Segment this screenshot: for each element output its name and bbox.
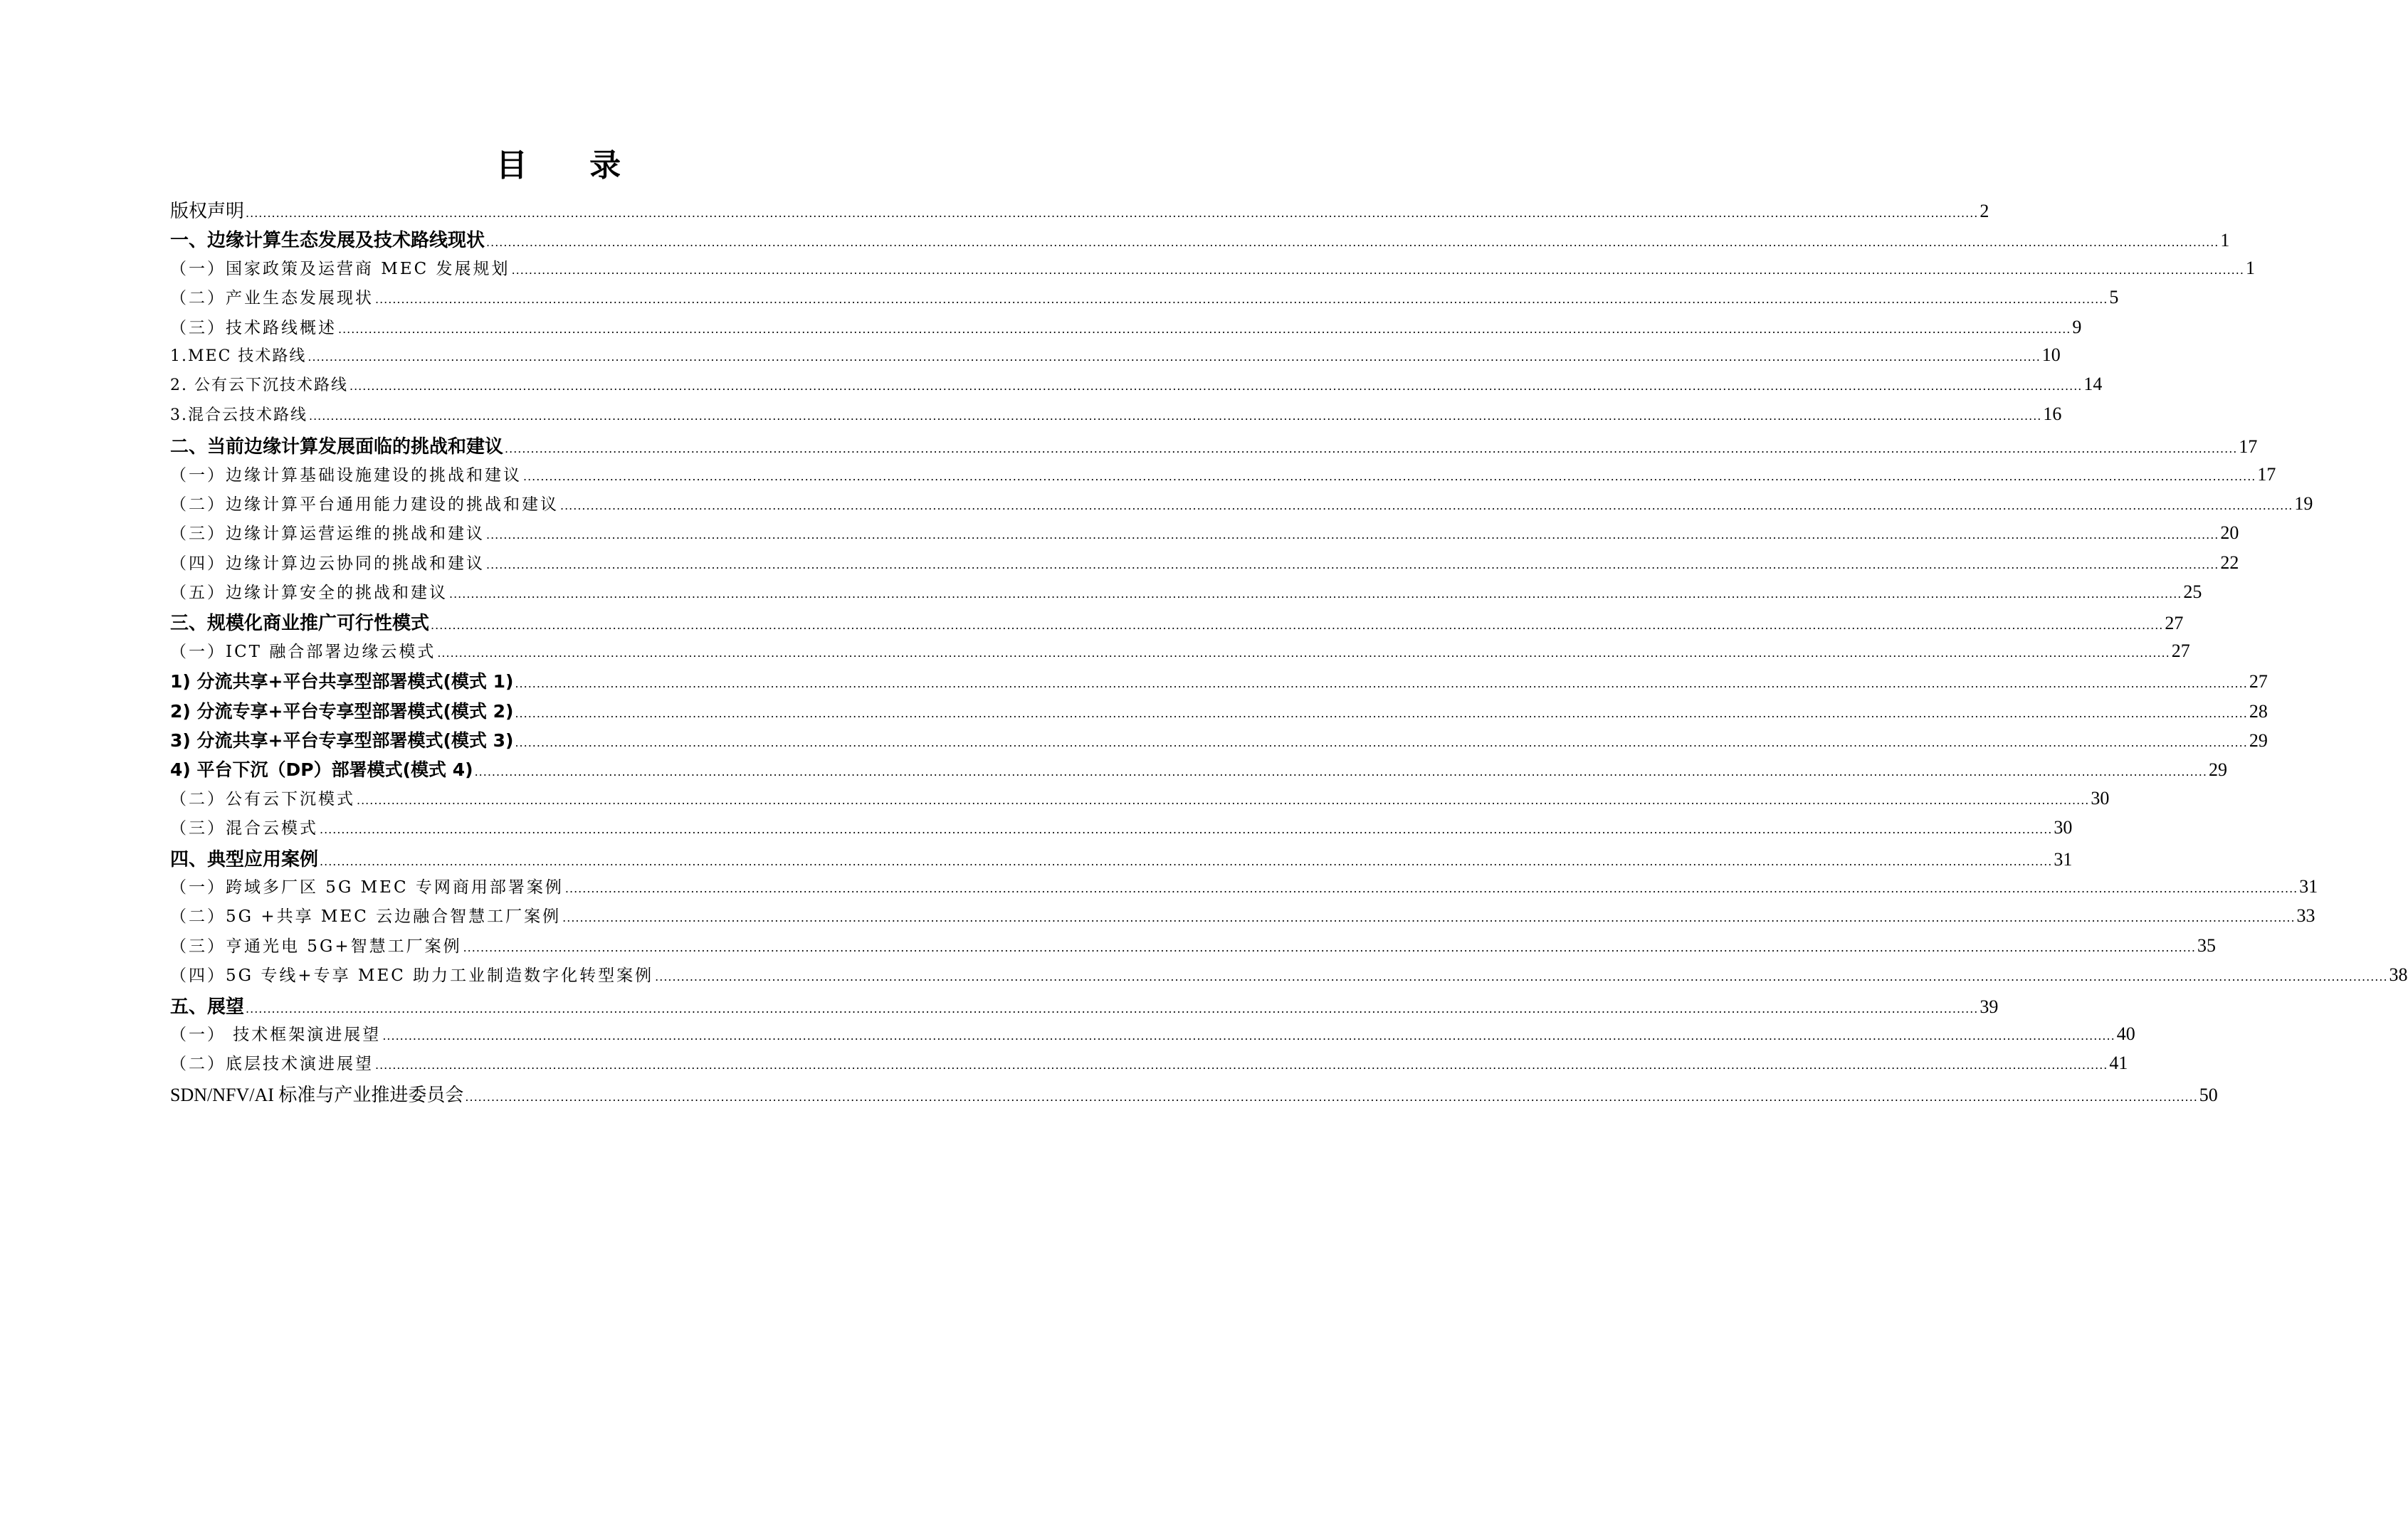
toc-entry-title: 1.MEC 技术路线 [170, 347, 307, 365]
toc-entry-page-number: 27 [2249, 671, 2268, 692]
toc-leader-dots: ................................................................................................................................................................................................................................................................................................................................................................................................................ [431, 618, 2164, 633]
toc-entry-title: （一）国家政策及运营商 MEC 发展规划 [170, 259, 510, 278]
toc-entry-title: （三）亨通光电 5G+智慧工厂案例 [170, 937, 462, 956]
toc-entry-page-number: 1 [2245, 257, 2255, 278]
toc-entry[interactable] [170, 1021, 2135, 1050]
toc-leader-dots: ................................................................................................................................................................................................................................................................................................................................................................................................................ [437, 646, 2170, 660]
toc-leader-dots: ................................................................................................................................................................................................................................................................................................................................................................................................................ [560, 498, 2293, 512]
toc-entry-title: 四、典型应用案例 [170, 848, 319, 870]
toc-entry-page-number: 41 [2109, 1053, 2128, 1074]
toc-leader-dots: ................................................................................................................................................................................................................................................................................................................................................................................................................ [523, 469, 2256, 483]
toc-entry-title: （四）5G 专线+专享 MEC 助力工业制造数字化转型案例 [170, 966, 654, 986]
toc-entry-page-number: 10 [2041, 344, 2061, 365]
toc-entry[interactable] [170, 344, 2061, 373]
toc-entry-title: 2) 分流专享+平台专享型部署模式(模式 2) [170, 700, 514, 722]
toc-leader-dots: ................................................................................................................................................................................................................................................................................................................................................................................................................ [515, 677, 2248, 691]
toc-leader-dots: ................................................................................................................................................................................................................................................................................................................................................................................................................ [349, 379, 2083, 394]
toc-leader-dots: ................................................................................................................................................................................................................................................................................................................................................................................................................ [320, 854, 2053, 868]
toc-entry-title: 4) 平台下沉（DP）部署模式(模式 4) [170, 759, 473, 781]
toc-entry[interactable] [170, 1050, 2128, 1080]
page-title: 目 录 [495, 147, 647, 184]
toc-entry-page-number: 31 [2299, 875, 2318, 897]
toc-entry-title: （一）ICT 融合部署边缘云模式 [170, 642, 436, 661]
toc-entry[interactable] [170, 668, 2268, 697]
toc-entry[interactable] [170, 432, 2258, 461]
toc-entry-title: 一、边缘计算生态发展及技术路线现状 [170, 230, 485, 252]
toc-leader-dots: ................................................................................................................................................................................................................................................................................................................................................................................................................ [486, 236, 2219, 250]
toc-leader-dots: ................................................................................................................................................................................................................................................................................................................................................................................................................ [375, 293, 2108, 307]
toc-entry-title: （五）边缘计算安全的挑战和建议 [170, 584, 448, 603]
toc-leader-dots: ................................................................................................................................................................................................................................................................................................................................................................................................................ [375, 1058, 2108, 1073]
toc-entry[interactable] [170, 697, 2268, 727]
toc-entry-page-number: 14 [2083, 374, 2103, 395]
toc-entry[interactable] [170, 786, 2110, 815]
toc-entry-page-number: 22 [2220, 552, 2239, 573]
toc-entry[interactable] [170, 815, 2073, 844]
toc-leader-dots: ................................................................................................................................................................................................................................................................................................................................................................................................................ [307, 349, 2041, 364]
toc-entry-page-number: 5 [2109, 287, 2119, 308]
toc-entry-title: （三）技术路线概述 [170, 318, 337, 337]
toc-entry-page-number: 33 [2296, 905, 2315, 927]
toc-entry-page-number: 30 [2054, 817, 2073, 838]
toc-leader-dots: ................................................................................................................................................................................................................................................................................................................................................................................................................ [246, 1001, 1979, 1016]
toc-entry-title: 1) 分流共享+平台共享型部署模式(模式 1) [170, 671, 514, 692]
toc-entry-page-number: 30 [2091, 787, 2110, 808]
toc-entry-title: （二）公有云下沉模式 [170, 789, 355, 808]
toc-entry-title: （三）边缘计算运营运维的挑战和建议 [170, 525, 485, 544]
toc-entry-title: （一）跨域多厂区 5G MEC 专网商用部署案例 [170, 878, 564, 897]
toc-list [170, 196, 2408, 1110]
toc-entry[interactable] [170, 727, 2268, 756]
toc-leader-dots: ................................................................................................................................................................................................................................................................................................................................................................................................................ [564, 881, 2298, 895]
toc-leader-dots: ................................................................................................................................................................................................................................................................................................................................................................................................................ [449, 587, 2182, 601]
toc-entry[interactable] [170, 315, 2082, 344]
toc-entry-page-number: 2 [1979, 201, 1989, 221]
toc-entry-title: 3.混合云技术路线 [170, 406, 307, 424]
toc-entry-title: （二）产业生态发展现状 [170, 289, 374, 308]
toc-entry[interactable] [170, 903, 2315, 932]
toc-leader-dots: ................................................................................................................................................................................................................................................................................................................................................................................................................ [465, 1090, 2198, 1104]
toc-leader-dots: ................................................................................................................................................................................................................................................................................................................................................................................................................ [505, 442, 2238, 456]
toc-entry-title: （二）边缘计算平台通用能力建设的挑战和建议 [170, 495, 559, 514]
toc-entry-title: （一） 技术框架演进展望 [170, 1025, 382, 1044]
toc-entry-page-number: 39 [1979, 996, 1999, 1017]
toc-leader-dots: ................................................................................................................................................................................................................................................................................................................................................................................................................ [515, 736, 2248, 750]
toc-entry[interactable] [170, 874, 2318, 903]
toc-entry-page-number: 16 [2043, 403, 2062, 424]
toc-entry[interactable] [170, 579, 2202, 609]
toc-entry-page-number: 27 [2171, 640, 2190, 661]
toc-leader-dots: ................................................................................................................................................................................................................................................................................................................................................................................................................ [320, 823, 2053, 837]
toc-entry-page-number: 27 [2165, 613, 2184, 634]
toc-entry-page-number: 38 [2389, 964, 2408, 986]
toc-leader-dots: ................................................................................................................................................................................................................................................................................................................................................................................................................ [474, 765, 2207, 779]
toc-entry-page-number: 19 [2294, 492, 2313, 514]
toc-leader-dots: ................................................................................................................................................................................................................................................................................................................................................................................................................ [246, 206, 1979, 220]
toc-entry-page-number: 29 [2208, 759, 2227, 781]
toc-entry-title: （一）边缘计算基础设施建设的挑战和建议 [170, 465, 522, 485]
toc-entry-title: 2. 公有云下沉技术路线 [170, 376, 348, 395]
toc-leader-dots: ................................................................................................................................................................................................................................................................................................................................................................................................................ [655, 970, 2388, 984]
toc-entry[interactable] [170, 520, 2239, 549]
toc-entry-title: 3) 分流共享+平台专享型部署模式(模式 3) [170, 730, 514, 752]
toc-entry[interactable] [170, 756, 2227, 785]
toc-leader-dots: ................................................................................................................................................................................................................................................................................................................................................................................................................ [309, 409, 2042, 423]
toc-leader-dots: ................................................................................................................................................................................................................................................................................................................................................................................................................ [562, 911, 2296, 925]
toc-entry[interactable] [170, 226, 2230, 255]
toc-leader-dots: ................................................................................................................................................................................................................................................................................................................................................................................................................ [511, 263, 2244, 277]
toc-entry-title: 五、展望 [170, 996, 245, 1018]
toc-entry-page-number: 25 [2183, 581, 2202, 603]
toc-entry-page-number: 17 [2257, 463, 2276, 485]
toc-entry[interactable] [170, 196, 1989, 226]
toc-entry-title: 版权声明 [170, 201, 245, 221]
toc-entry[interactable] [170, 256, 2255, 285]
toc-leader-dots: ................................................................................................................................................................................................................................................................................................................................................................................................................ [486, 528, 2219, 542]
toc-entry-title: 三、规模化商业推广可行性模式 [170, 613, 430, 635]
toc-entry[interactable] [170, 638, 2190, 668]
toc-entry-page-number: 35 [2197, 934, 2216, 956]
toc-entry-page-number: 31 [2054, 848, 2073, 870]
toc-leader-dots: ................................................................................................................................................................................................................................................................................................................................................................................................................ [515, 706, 2248, 720]
toc-entry-title: 二、当前边缘计算发展面临的挑战和建议 [170, 436, 504, 458]
toc-entry-title: （二）5G +共享 MEC 云边融合智慧工厂案例 [170, 907, 562, 927]
toc-leader-dots: ................................................................................................................................................................................................................................................................................................................................................................................................................ [382, 1028, 2115, 1043]
toc-entry-title: （四）边缘计算边云协同的挑战和建议 [170, 554, 485, 573]
toc-entry-page-number: 1 [2220, 230, 2230, 251]
toc-entry-page-number: 17 [2239, 436, 2258, 458]
toc-leader-dots: ................................................................................................................................................................................................................................................................................................................................................................................................................ [338, 322, 2071, 336]
toc-entry[interactable] [170, 609, 2184, 638]
toc-entry-title: （二）底层技术演进展望 [170, 1055, 374, 1074]
toc-entry-page-number: 40 [2116, 1023, 2135, 1044]
toc-entry[interactable] [170, 491, 2313, 520]
toc-entry[interactable] [170, 403, 2062, 432]
toc-leader-dots: ................................................................................................................................................................................................................................................................................................................................................................................................................ [463, 940, 2196, 954]
toc-entry[interactable] [170, 285, 2119, 314]
toc-leader-dots: ................................................................................................................................................................................................................................................................................................................................................................................................................ [486, 557, 2219, 571]
toc-entry-title: SDN/NFV/AI 标准与产业推进委员会 [170, 1084, 464, 1105]
toc-leader-dots: ................................................................................................................................................................................................................................................................................................................................................................................................................ [357, 793, 2090, 807]
toc-entry-page-number: 20 [2220, 522, 2239, 544]
toc-entry[interactable] [170, 933, 2216, 962]
toc-entry-page-number: 28 [2249, 700, 2268, 722]
toc-entry[interactable] [170, 550, 2239, 579]
toc-entry-page-number: 9 [2072, 316, 2082, 337]
toc-entry[interactable] [170, 373, 2103, 402]
toc-entry[interactable] [170, 1080, 2218, 1110]
toc-entry[interactable] [170, 462, 2276, 491]
toc-entry-page-number: 29 [2249, 730, 2268, 752]
toc-entry-title: （三）混合云模式 [170, 819, 318, 838]
toc-entry[interactable] [170, 845, 2073, 874]
toc-entry-page-number: 50 [2199, 1084, 2218, 1105]
toc-entry[interactable] [170, 962, 2408, 991]
toc-entry[interactable] [170, 992, 1999, 1021]
